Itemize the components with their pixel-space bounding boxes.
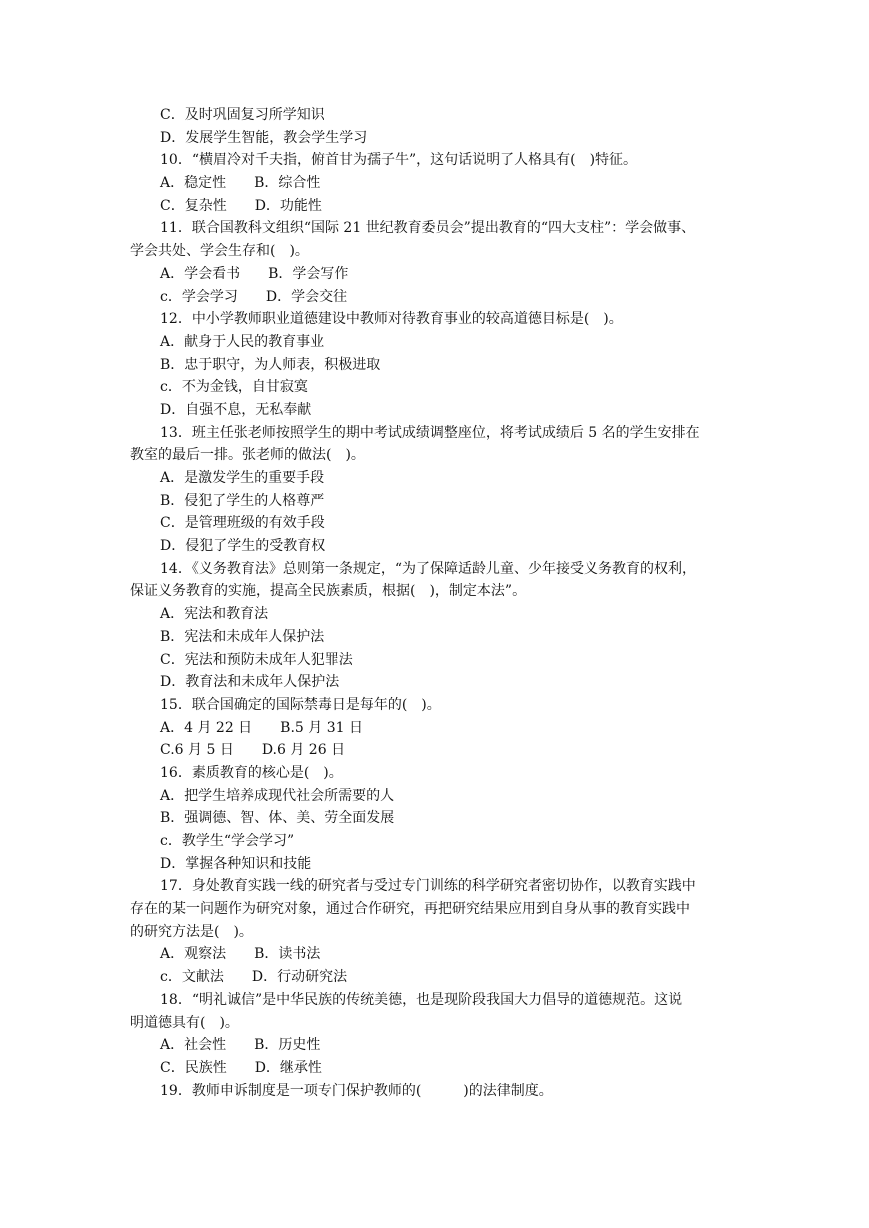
option-line: c．教学生“学会学习” [160, 833, 295, 849]
option-line: A．学会看书 B．学会写作 [160, 265, 349, 282]
option-line: B．忠于职守，为人师表，积极进取 [160, 356, 381, 373]
option-line: D．教育法和未成年人保护法 [160, 674, 340, 691]
question-line: 14．《义务教育法》总则第一条规定，“为了保障适龄儿童、少年接受义务教育的权利， [160, 560, 696, 577]
question-line: 12．中小学教师职业道德建设中教师对待教育事业的较高道德目标是( )。 [160, 311, 623, 328]
option-line: A．是激发学生的重要手段 [160, 470, 325, 486]
option-line: A．稳定性 B．综合性 [160, 175, 321, 192]
exam-text-body [130, 104, 740, 1102]
question-continuation-line: 的研究方法是( )。 [130, 923, 253, 940]
question-continuation-line: 教室的最后一排。张老师的做法( )。 [130, 447, 365, 464]
option-line: B．宪法和未成年人保护法 [160, 628, 325, 645]
option-line: D．侵犯了学生的受教育权 [160, 538, 326, 555]
question-line: 13．班主任张老师按照学生的期中考试成绩调整座位，将考试成绩后 5 名的学生安排在 [160, 424, 700, 441]
question-continuation-line: 明道德具有( )。 [130, 1014, 239, 1031]
option-line: D．发展学生智能，教会学生学习 [160, 129, 368, 146]
question-line: 19．教师申诉制度是一项专门保护教师的( )的法律制度。 [160, 1082, 553, 1099]
question-line: 10．“横眉冷对千夫指，俯首甘为孺子牛”，这句话说明了人格具有( )特征。 [160, 152, 638, 169]
question-line: 16．素质教育的核心是( )。 [160, 764, 343, 781]
question-continuation-line: 学会共处、学会生存和( )。 [130, 243, 309, 260]
option-line: c．文献法 D．行动研究法 [160, 969, 348, 986]
option-line: B．侵犯了学生的人格尊严 [160, 492, 325, 509]
question-line: 18．“明礼诚信”是中华民族的传统美德，也是现阶段我国大力倡导的道德规范。这说 [160, 991, 683, 1008]
option-line: A．宪法和教育法 [160, 606, 269, 623]
question-continuation-line: 保证义务教育的实施，提高全民族素质，根据( )，制定本法”。 [130, 583, 527, 600]
option-line: c．不为金钱，自甘寂寞 [160, 379, 308, 396]
option-line: C．民族性 D．继承性 [160, 1059, 322, 1076]
option-line: c．学会学习 D．学会交往 [160, 288, 348, 305]
option-line: C．宪法和预防未成年人犯罪法 [160, 651, 353, 668]
question-line: 11．联合国教科文组织“国际 21 世纪教育委员会”提出教育的“四大支柱”：学会做事、 [160, 220, 696, 237]
option-line: A．把学生培养成现代社会所需要的人 [160, 787, 395, 804]
option-line: C．是管理班级的有效手段 [160, 515, 325, 532]
option-line: A．献身于人民的教育事业 [160, 333, 325, 350]
option-line: C．及时巩固复习所学知识 [160, 107, 325, 123]
option-line: D．自强不息，无私奉献 [160, 401, 312, 418]
option-line: A．4 月 22 日 B.5 月 31 日 [160, 719, 363, 736]
option-line: B．强调德、智、体、美、劳全面发展 [160, 810, 395, 827]
option-line: C．复杂性 D．功能性 [160, 197, 322, 214]
question-line: 17．身处教育实践一线的研究者与受过专门训练的科学研究者密切协作，以教育实践中 [160, 878, 696, 895]
option-line: C.6 月 5 日 D.6 月 26 日 [160, 742, 346, 759]
option-line: D．掌握各种知识和技能 [160, 855, 312, 872]
option-line: A．社会性 B．历史性 [160, 1037, 321, 1054]
question-line: 15．联合国确定的国际禁毒日是每年的( )。 [160, 696, 441, 713]
option-line: A．观察法 B．读书法 [160, 946, 321, 963]
question-continuation-line: 存在的某一问题作为研究对象，通过合作研究，再把研究结果应用到自身从事的教育实践中 [130, 901, 690, 918]
